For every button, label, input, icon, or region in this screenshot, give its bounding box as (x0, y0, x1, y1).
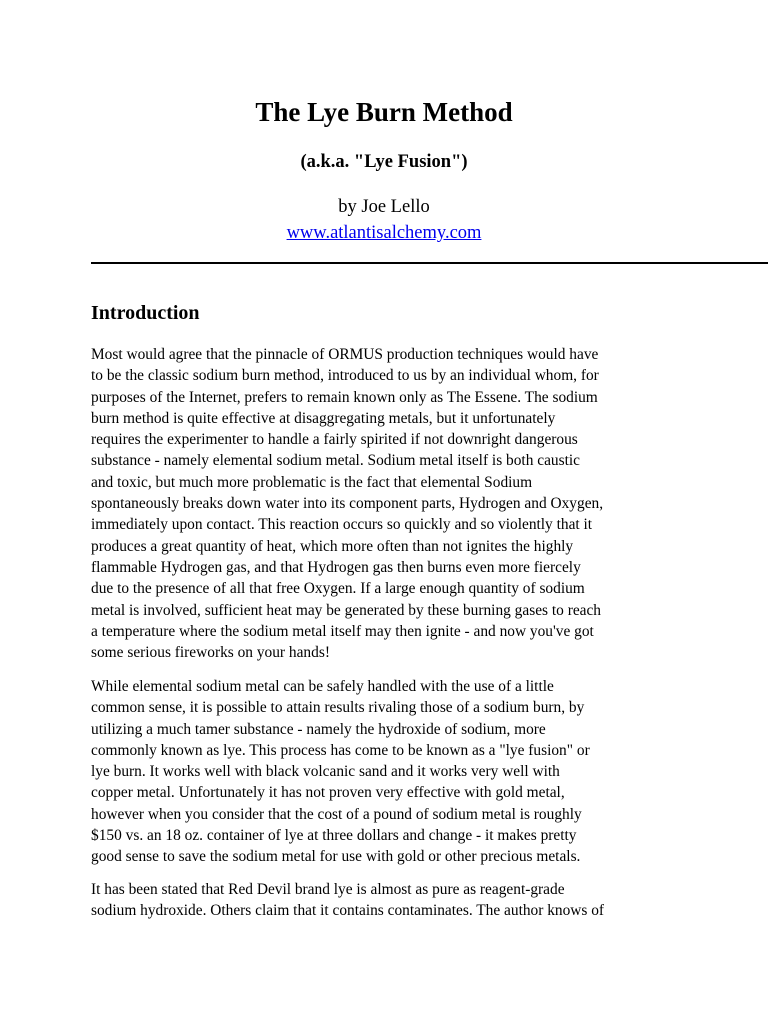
paragraph-line: however when you consider that the cost of a pound of sodium metal is roughly (91, 805, 582, 823)
paragraph-line: While elemental sodium metal can be safely handled with the use of a little (91, 678, 554, 695)
paragraph-line: requires the experimenter to handle a fairly spirited if not downright dangerous (91, 431, 578, 449)
paragraph-line: burn method is quite effective at disaggregating metals, but it unfortunately (91, 409, 556, 427)
paragraph-line: due to the presence of all that free Oxygen. If a large enough quantity of sodium (91, 580, 585, 598)
paragraph-line: lye burn. It works well with black volcanic sand and it works very well with (91, 763, 560, 781)
paragraph-line: some serious fireworks on your hands! (91, 644, 330, 662)
paragraph-line: It has been stated that Red Devil brand lye is almost as pure as reagent-grade (91, 881, 565, 898)
author-byline: by Joe Lello (338, 197, 430, 217)
paragraph-1 (91, 344, 691, 663)
paragraph-line: sodium hydroxide. Others claim that it contains contaminates. The author knows of (91, 902, 605, 920)
paragraph-line: a temperature where the sodium metal itself may then ignite - and now you've got (91, 622, 594, 640)
paragraph-line: and toxic, but much more problematic is the fact that elemental Sodium (91, 473, 533, 491)
paragraph-line: immediately upon contact. This reaction occurs so quickly and so violently that it (91, 516, 593, 534)
website-link-container (0, 221, 768, 245)
paragraph-line: commonly known as lye. This process has come to be known as a "lye fusion" or (91, 741, 590, 759)
paragraph-line: metal is involved, sufficient heat may be generated by these burning gases to reach (91, 601, 602, 619)
paragraph-line: copper metal. Unfortunately it has not proven very effective with gold metal, (91, 784, 565, 802)
paragraph-line: good sense to save the sodium metal for use with gold or other precious metals. (91, 848, 581, 866)
paragraph-line: to be the classic sodium burn method, introduced to us by an individual whom, for (91, 367, 599, 385)
website-link[interactable]: www.atlantisalchemy.com (286, 223, 482, 243)
paragraph-line: purposes of the Internet, prefers to remain known only as The Essene. The sodium (91, 388, 598, 406)
section-heading-introduction: Introduction (91, 302, 200, 324)
document-title: The Lye Burn Method (255, 97, 513, 127)
paragraph-line: utilizing a much tamer substance - namely the hydroxide of sodium, more (91, 720, 546, 738)
document-subtitle: (a.k.a. "Lye Fusion") (300, 152, 468, 172)
paragraph-line: $150 vs. an 18 oz. container of lye at three dollars and change - it makes pretty (91, 827, 577, 845)
paragraph-line: common sense, it is possible to attain results rivaling those of a sodium burn, by (91, 699, 585, 717)
paragraph-line: flammable Hydrogen gas, and that Hydrogen gas then burns even more fiercely (91, 558, 581, 576)
paragraph-3 (91, 879, 691, 922)
horizontal-divider (91, 262, 768, 264)
paragraph-2 (91, 676, 691, 868)
paragraph-line: spontaneously breaks down water into its component parts, Hydrogen and Oxygen, (91, 495, 604, 513)
paragraph-line: Most would agree that the pinnacle of ORMUS production techniques would have (91, 346, 599, 363)
paragraph-line: produces a great quantity of heat, which more often than not ignites the highly (91, 537, 574, 555)
paragraph-line: substance - namely elemental sodium metal. Sodium metal itself is both caustic (91, 452, 580, 470)
